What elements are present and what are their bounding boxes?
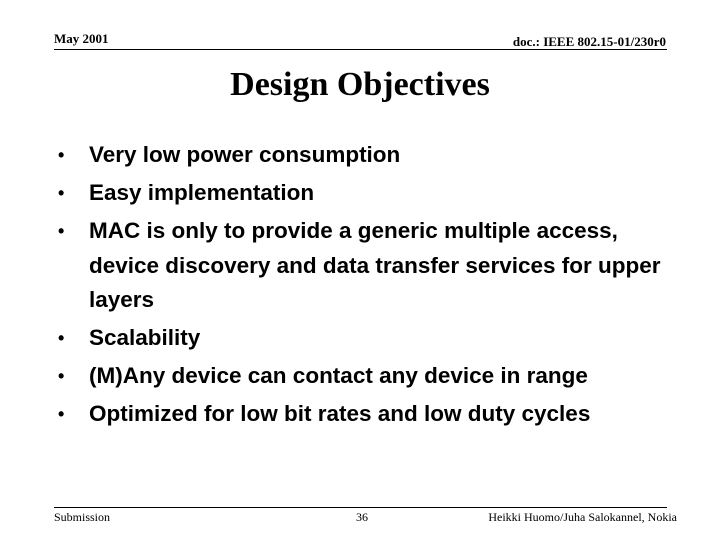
bullet-text: MAC is only to provide a generic multiple access, device discovery and data transfer services for upper layers bbox=[89, 218, 661, 312]
footer-submission: Submission bbox=[54, 510, 111, 524]
bullet-list bbox=[58, 138, 678, 435]
slide-title: Design Objectives bbox=[230, 66, 490, 103]
page-number: 36 bbox=[356, 510, 368, 524]
header-doc-id: doc.: IEEE 802.15-01/230r0 bbox=[512, 34, 666, 49]
bullet-item bbox=[58, 176, 678, 211]
bullet-item bbox=[58, 138, 678, 173]
bullet-item bbox=[58, 397, 678, 432]
bullet-marker: • bbox=[58, 328, 65, 348]
footer-author: Heikki Huomo/Juha Salokannel, Nokia bbox=[488, 510, 677, 524]
footer-divider bbox=[54, 507, 667, 508]
bullet-item bbox=[58, 359, 678, 394]
bullet-marker: • bbox=[58, 183, 65, 203]
bullet-text: Easy implementation bbox=[89, 180, 315, 205]
bullet-item bbox=[58, 214, 678, 318]
bullet-text: (M)Any device can contact any device in range bbox=[89, 363, 588, 388]
bullet-marker: • bbox=[58, 366, 65, 386]
bullet-text: Optimized for low bit rates and low duty cycles bbox=[89, 401, 591, 426]
header-divider bbox=[54, 49, 667, 50]
bullet-item bbox=[58, 321, 678, 356]
bullet-marker: • bbox=[58, 221, 65, 241]
header-date: May 2001 bbox=[54, 31, 109, 46]
bullet-marker: • bbox=[58, 145, 65, 165]
bullet-marker: • bbox=[58, 404, 65, 424]
bullet-text: Very low power consumption bbox=[89, 142, 401, 167]
bullet-text: Scalability bbox=[89, 325, 201, 350]
